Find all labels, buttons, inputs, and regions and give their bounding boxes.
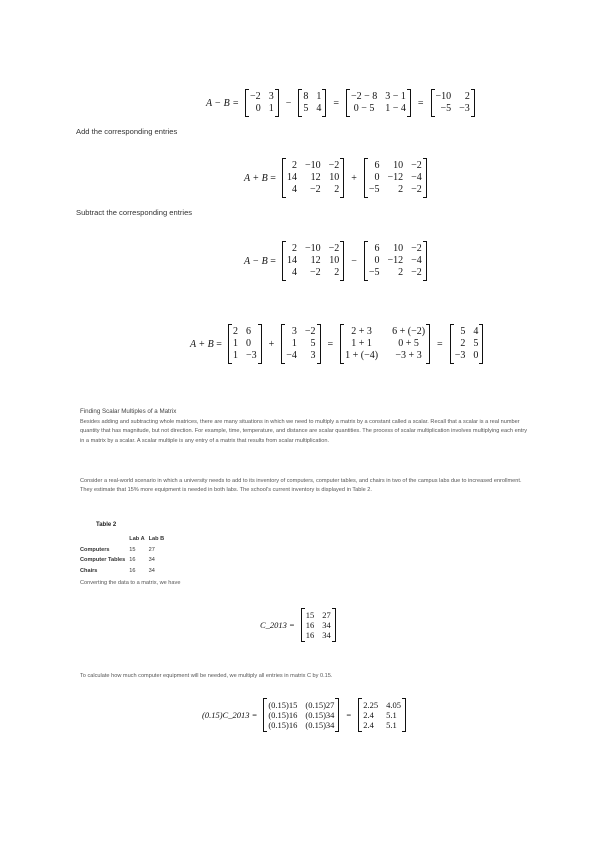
matrix-cell: 2	[398, 267, 404, 278]
table-title: Table 2	[96, 522, 117, 528]
table-header-cell	[78, 534, 127, 545]
matrix-cell: 5	[460, 326, 466, 337]
matrix-result	[431, 89, 475, 117]
equation-scalar-multiple	[202, 698, 406, 732]
matrix-cell: 10	[329, 255, 340, 266]
matrix-cell: −4	[411, 255, 422, 266]
matrix-cell: 4	[316, 103, 322, 114]
table-header-cell: Lab A	[129, 536, 145, 543]
plus-sign: +	[268, 338, 275, 350]
equals-sign: =	[327, 338, 334, 350]
matrix-cell: (0.15)16	[268, 720, 298, 730]
matrix-cell: 0	[255, 103, 261, 114]
matrix-cell: 4	[473, 326, 479, 337]
matrix-cell: 27	[322, 610, 331, 620]
matrix-cell: −5	[368, 184, 380, 195]
table-row-label: Computers	[80, 546, 110, 553]
table-row	[78, 545, 166, 556]
matrix-a	[282, 158, 344, 198]
matrix-cell: −2	[309, 267, 321, 278]
matrix-cell: 4	[291, 267, 297, 278]
matrix-cell: 2	[464, 91, 470, 102]
matrix-cell: 2	[291, 160, 297, 171]
matrix-cell: 1	[291, 338, 297, 349]
matrix-cell: −3	[245, 350, 257, 361]
equation-c-2013	[260, 608, 336, 642]
matrix-cell: −3 + 3	[395, 350, 422, 361]
matrix-cell: 2	[291, 243, 297, 254]
matrix-cell: 0	[473, 350, 479, 361]
matrix-cell: 10	[393, 243, 404, 254]
equation-lhs: (0.15)C_2013 =	[202, 710, 258, 720]
matrix-cell: 5.1	[386, 710, 397, 720]
matrix-b	[364, 241, 427, 281]
matrix-cell: 1 + 1	[351, 338, 372, 349]
inventory-table	[78, 534, 166, 576]
matrix-cell: 6	[374, 243, 380, 254]
matrix-cell: −3	[454, 350, 466, 361]
equation-a-minus-b-2x2	[206, 89, 475, 117]
equation-a-plus-b-3x3	[244, 158, 427, 198]
matrix-cell: −12	[387, 172, 404, 183]
matrix-scalar-result	[358, 698, 406, 732]
matrix-cell: −4	[411, 172, 422, 183]
matrix-cell: 2	[232, 326, 238, 337]
matrix-cell: 2.4	[363, 720, 374, 730]
matrix-cell: 1	[316, 91, 322, 102]
equals-sign: =	[270, 255, 276, 267]
matrix-cell: (0.15)27	[305, 700, 335, 710]
matrix-cell: 1 − 4	[385, 103, 406, 114]
matrix-cell: (0.15)34	[305, 710, 335, 720]
equation-lhs-var: A − B	[244, 255, 268, 267]
matrix-cell: 0 − 5	[353, 103, 375, 114]
matrix-a	[245, 89, 279, 117]
caption-add-entries: Add the corresponding entries	[76, 127, 178, 136]
converting-text: Converting the data to a matrix, we have	[80, 580, 181, 586]
matrix-cell: 6	[374, 160, 380, 171]
matrix-b	[298, 89, 326, 117]
matrix-cell: (0.15)15	[268, 700, 298, 710]
matrix-cell: 14	[286, 255, 297, 266]
matrix-cell: −2	[411, 184, 422, 195]
matrix-cell: −2	[309, 184, 321, 195]
section-heading: Finding Scalar Multiples of a Matrix	[80, 408, 177, 415]
matrix-cell: −10	[435, 91, 452, 102]
matrix-cell: 2.4	[363, 710, 374, 720]
matrix-cell: 2	[398, 184, 404, 195]
minus-sign: −	[351, 255, 357, 267]
matrix-cell: 16	[305, 620, 315, 630]
matrix-cell: −3	[459, 103, 470, 114]
matrix-a	[282, 241, 344, 281]
matrix-cell: −4	[286, 350, 297, 361]
matrix-cell: (0.15)34	[305, 720, 335, 730]
matrix-cell: −2	[328, 160, 340, 171]
matrix-cell: 2 + 3	[351, 326, 372, 337]
matrix-cell: 1	[232, 350, 238, 361]
matrix-cell: −10	[304, 160, 321, 171]
matrix-cell: 5	[303, 103, 309, 114]
matrix-cell: 5	[473, 338, 479, 349]
matrix-cell: 6 + (−2)	[392, 326, 426, 337]
equation-lhs	[244, 173, 276, 184]
matrix-cell: −2	[411, 267, 422, 278]
matrix-cell: 16	[305, 630, 315, 640]
equals-sign: =	[437, 338, 443, 350]
matrix-b	[281, 324, 320, 364]
matrix-cell: −12	[387, 255, 404, 266]
equals-sign: =	[417, 97, 424, 109]
equals-sign: =	[270, 172, 276, 184]
matrix-cell: 34	[322, 630, 331, 640]
calculation-text: To calculate how much computer equipment will be needed, we multiply all entries in matrix C by 0.15.	[80, 673, 333, 679]
matrix-cell: −10	[304, 243, 321, 254]
matrix-cell: 3 − 1	[385, 91, 406, 102]
matrix-cell: 0 + 5	[398, 338, 419, 349]
matrix-cell: 10	[329, 172, 340, 183]
matrix-a	[228, 324, 262, 364]
paragraph-university-scenario: Consider a real-world scenario in which a university needs to add to its inventory of computers, computer tables, and chairs in two of the campus labs due to increased enrollment. They estimate that 15% more equipment is needed in both labs. The school’s current inventory is displayed in Table 2.	[80, 478, 522, 494]
caption-subtract-entries: Subtract the corresponding entries	[76, 208, 193, 217]
matrix-cell: 0	[245, 338, 251, 349]
matrix-cell: 10	[393, 160, 404, 171]
table-cell: 16	[129, 557, 136, 564]
matrix-result	[450, 324, 484, 364]
table-row-label: Computer Tables	[80, 557, 126, 564]
table-cell: 15	[129, 546, 136, 553]
equation-lhs-var: A + B	[244, 172, 268, 184]
table-header-row	[78, 534, 166, 545]
matrix-cell: 14	[286, 172, 297, 183]
matrix-cell: (0.15)16	[268, 710, 298, 720]
matrix-cell: 34	[322, 620, 331, 630]
table-row	[78, 555, 166, 566]
equation-a-plus-b-3x2	[190, 324, 483, 364]
paragraph-scalar-intro: Besides adding and subtracting whole matrices, there are many situations in which we need to multiply a matrix by a constant called a scalar. Recall that a scalar is a real number quantity that has magnitude, but not direction. For example, time, temperature, and distance are scalar quantities. The process of scalar multiplication involves multiplying each entry in a matrix by a scalar. A scalar multiple is any entry of a matrix that results from scalar multiplication.	[80, 419, 528, 444]
matrix-cell: 3	[310, 350, 316, 361]
matrix-c-2013	[301, 608, 336, 642]
table-cell: 27	[148, 546, 155, 553]
matrix-cell: 12	[310, 172, 321, 183]
matrix-cell: −2	[411, 160, 422, 171]
matrix-cell: 2.25	[363, 700, 379, 710]
equals-sign: =	[216, 338, 222, 350]
table-cell: 34	[148, 557, 155, 564]
matrix-cell: −2	[304, 326, 316, 337]
equation-lhs	[244, 256, 276, 267]
equation-lhs	[190, 339, 222, 350]
matrix-cell: 2	[334, 184, 340, 195]
matrix-cell: −5	[440, 103, 452, 114]
matrix-cell: 12	[310, 255, 321, 266]
matrix-cell: 2	[460, 338, 466, 349]
matrix-cell: 1 + (−4)	[345, 350, 379, 361]
matrix-cell: −2	[328, 243, 340, 254]
matrix-cell: 5.1	[386, 720, 397, 730]
matrix-sum-expression	[340, 324, 430, 364]
equals-sign: =	[333, 97, 339, 109]
matrix-cell: 0	[374, 172, 380, 183]
matrix-cell: 0	[374, 255, 380, 266]
matrix-cell: −5	[368, 267, 380, 278]
table-header-cell: Lab B	[148, 536, 165, 543]
matrix-difference-expression	[346, 89, 411, 117]
equation-lhs: A − B =	[206, 97, 240, 109]
minus-sign: −	[285, 97, 292, 109]
equals-sign: =	[346, 710, 352, 720]
equation-lhs: C_2013 =	[260, 620, 295, 630]
matrix-cell: 15	[305, 610, 315, 620]
matrix-cell: 3	[268, 91, 274, 102]
matrix-cell: 5	[310, 338, 316, 349]
matrix-cell: 4.05	[386, 700, 401, 710]
matrix-cell: 4	[291, 184, 297, 195]
matrix-cell: 6	[245, 326, 251, 337]
matrix-cell: 2	[334, 267, 340, 278]
table-row	[78, 566, 166, 577]
matrix-cell: 3	[291, 326, 297, 337]
table-row-label: Chairs	[80, 568, 98, 575]
table-cell: 34	[148, 568, 155, 575]
matrix-cell: 1	[268, 103, 274, 114]
matrix-cell: −2	[250, 91, 261, 102]
matrix-cell: 8	[303, 91, 309, 102]
matrix-cell: −2 − 8	[350, 91, 378, 102]
equation-a-minus-b-3x3	[244, 241, 427, 281]
plus-sign: +	[351, 172, 357, 184]
matrix-b	[364, 158, 427, 198]
matrix-cell: 1	[232, 338, 238, 349]
table-cell: 16	[129, 568, 136, 575]
equation-lhs-var: A + B	[190, 338, 214, 350]
matrix-scalar-expression	[263, 698, 339, 732]
matrix-cell: −2	[411, 243, 422, 254]
